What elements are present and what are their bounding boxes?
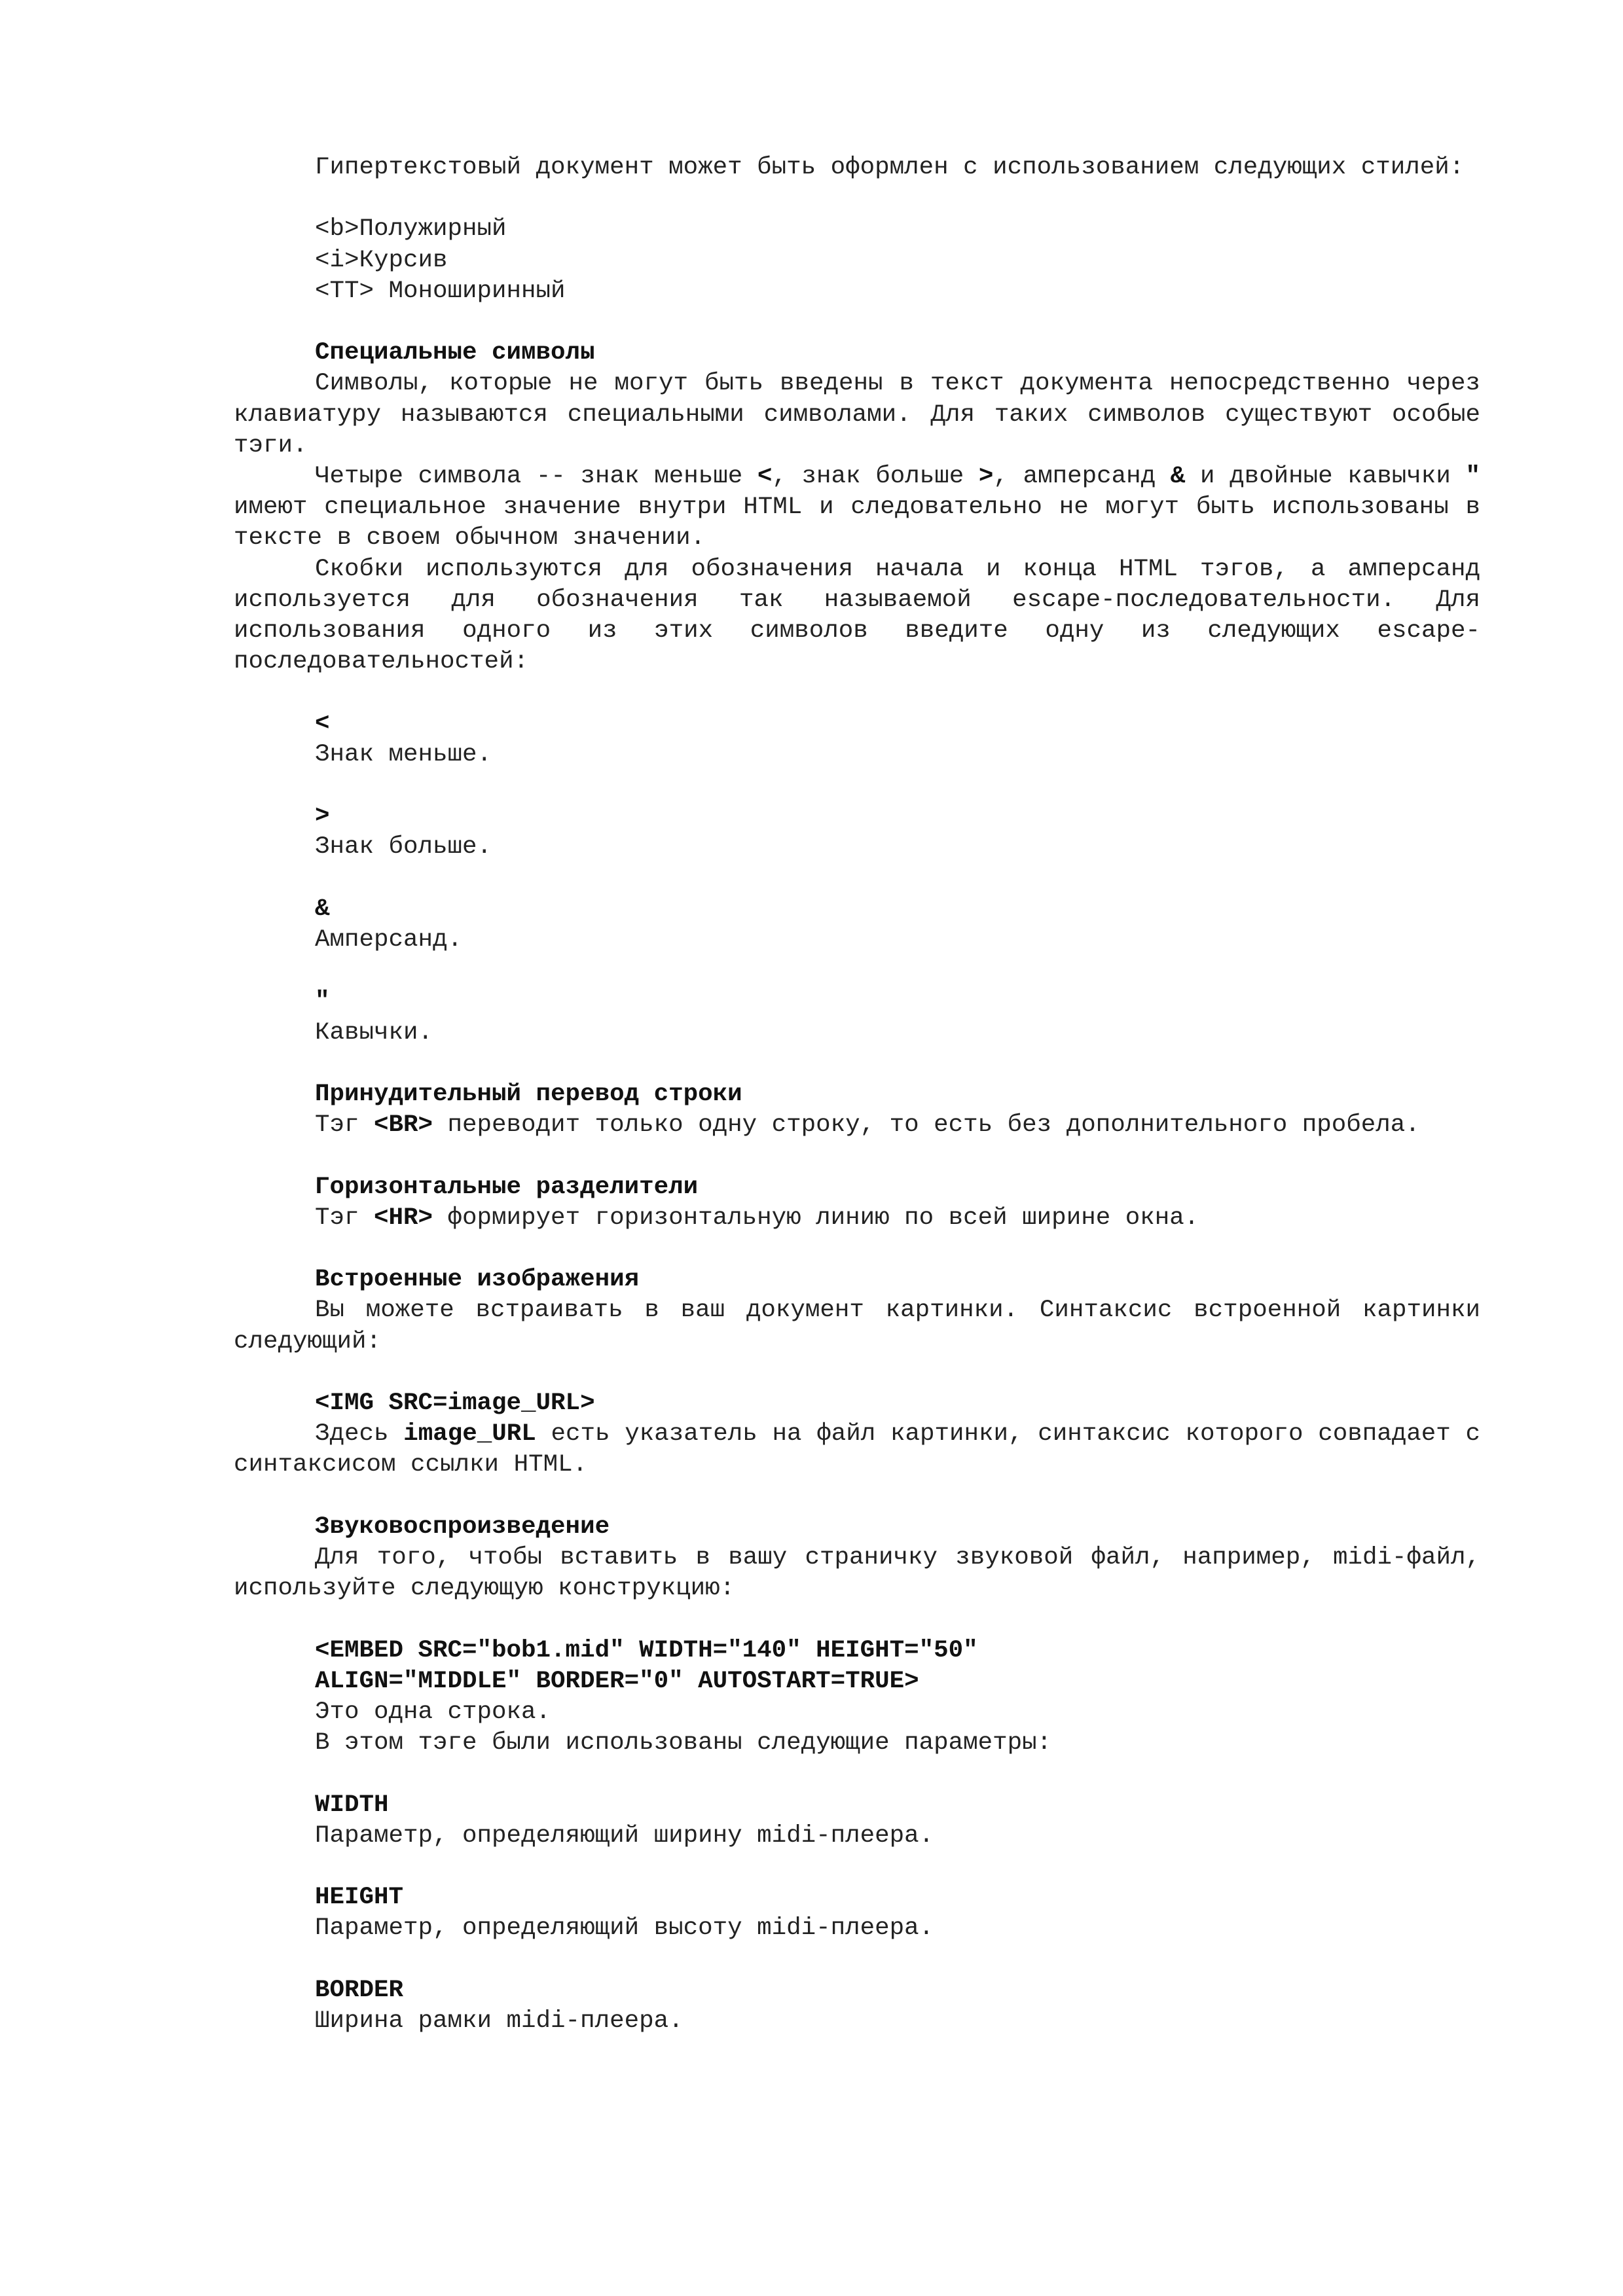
img-code: <IMG SRC=image_URL> xyxy=(315,1389,595,1417)
param-desc: Ширина рамки midi-плеера. xyxy=(315,2007,684,2035)
param-name: WIDTH xyxy=(315,1791,389,1819)
entity-desc: Знак больше. xyxy=(315,833,492,861)
param-name: HEIGHT xyxy=(315,1884,404,1912)
entity-desc: Кавычки. xyxy=(315,1018,433,1047)
sound-p1: Для того, чтобы вставить в вашу страничку звуковой файл, например, midi-файл, используйте следующую конструкцию: xyxy=(234,1543,1480,1603)
intro-paragraph: Гипертекстовый документ может быть оформлен с использованием следующих стилей: xyxy=(315,154,1465,181)
entity-symbol: > xyxy=(315,802,330,831)
style-item-italic: <i>Курсив xyxy=(315,246,448,274)
entity-symbol: & xyxy=(315,895,330,923)
entity-symbol: < xyxy=(315,709,330,738)
special-symbols-heading: Специальные символы xyxy=(315,339,595,367)
special-p2: Четыре символа -- знак меньше <, знак больше >, амперсанд & и двойные кавычки " имеют специальное значение внутри HTML и следовательно не могут быть использованы в тексте в своем обычном значении. xyxy=(234,463,1480,552)
style-item-mono: <TT> Моноширинный xyxy=(315,277,566,305)
param-name: BORDER xyxy=(315,1976,404,2004)
param-desc: Параметр, определяющий ширину midi-плеера. xyxy=(315,1821,934,1850)
param-desc: Параметр, определяющий высоту midi-плеера. xyxy=(315,1914,934,1943)
img-p1: Вы можете встраивать в ваш документ картинки. Синтаксис встроенной картинки следующий: xyxy=(234,1297,1480,1355)
entity-symbol: " xyxy=(315,988,330,1016)
img-p2: Здесь image_URL есть указатель на файл картинки, синтаксис которого совпадает с синтаксисом ссылки HTML. xyxy=(234,1420,1480,1479)
sound-note-1: Это одна строка. xyxy=(315,1698,551,1726)
embed-code-line-1: <EMBED SRC="bob1.mid" WIDTH="140" HEIGHT="50" xyxy=(315,1636,978,1664)
sound-heading: Звуковоспроизведение xyxy=(315,1513,610,1541)
img-heading: Встроенные изображения xyxy=(315,1266,640,1294)
style-item-bold: <b>Полужирный xyxy=(315,215,507,243)
sound-note-2: В этом тэге были использованы следующие параметры: xyxy=(315,1729,1052,1757)
embed-code-line-2: ALIGN="MIDDLE" BORDER="0" AUTOSTART=TRUE> xyxy=(315,1667,919,1695)
br-heading: Принудительный перевод строки xyxy=(315,1080,742,1108)
document-page xyxy=(234,152,1480,2037)
br-paragraph: Тэг <BR> переводит только одну строку, то есть без дополнительного пробела. xyxy=(315,1111,1420,1139)
hr-paragraph: Тэг <HR> формирует горизонтальную линию по всей ширине окна. xyxy=(315,1204,1199,1232)
special-p1: Символы, которые не могут быть введены в текст документа непосредственно через клавиатуру называются специальными символами. Для таких символов существуют особые тэги. xyxy=(234,370,1480,459)
entity-desc: Амперсанд. xyxy=(315,926,463,954)
hr-heading: Горизонтальные разделители xyxy=(315,1173,699,1201)
entity-desc: Знак меньше. xyxy=(315,740,492,768)
special-p3: Скобки используются для обозначения начала и конца HTML тэгов, а амперсанд используется для обозначения так называемой escape-последовательности. Для использования одного из этих символов введите одну из следующих escape-последовательностей: xyxy=(234,555,1480,676)
